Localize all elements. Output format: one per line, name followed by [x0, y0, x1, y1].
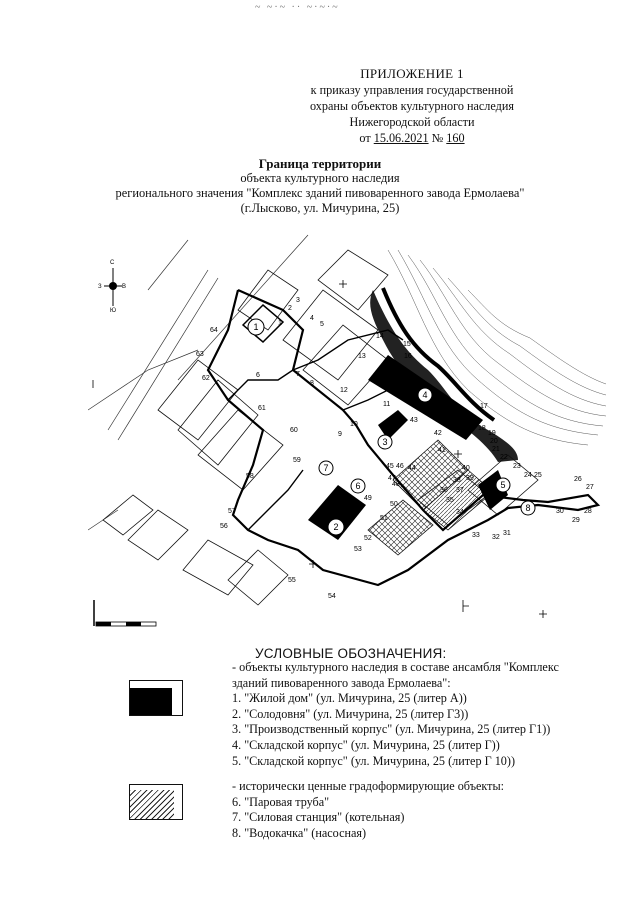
- svg-text:52: 52: [364, 535, 372, 542]
- svg-text:18: 18: [478, 425, 486, 432]
- svg-text:10: 10: [350, 421, 358, 428]
- svg-text:20: 20: [490, 438, 498, 445]
- legend-item-5: 5. "Складской корпус" (ул. Мичурина, 25 (литер Г 10)): [232, 753, 516, 768]
- svg-text:54: 54: [328, 593, 336, 600]
- svg-text:37: 37: [456, 487, 464, 494]
- order-date: 15.06.2021: [373, 131, 429, 145]
- title-bold: Граница территории: [258, 156, 382, 171]
- svg-text:16: 16: [404, 353, 412, 360]
- object-marker-3: [378, 435, 392, 449]
- top-scribble: ~ ~·~ ·· ~·~·~: [255, 2, 340, 13]
- legend-item-4: 4. "Складской корпус" (ул. Мичурина, 25 (литер Г)): [232, 737, 500, 752]
- svg-text:8: 8: [310, 380, 314, 387]
- legend-swatch-historic: [129, 784, 183, 820]
- compass-east: В: [122, 284, 127, 290]
- street-lines: [88, 235, 308, 530]
- svg-text:48: 48: [392, 481, 400, 488]
- compass-south: Ю: [110, 308, 117, 314]
- svg-text:61: 61: [258, 405, 266, 412]
- svg-text:30: 30: [556, 508, 564, 515]
- legend-intro-1: - объекты культурного наследия в составе ансамбля "Комплекс: [232, 660, 559, 674]
- legend-swatch-heritage: [129, 680, 183, 716]
- svg-text:9: 9: [338, 431, 342, 438]
- svg-text:44: 44: [408, 465, 416, 472]
- title-line-3: регионального значения "Комплекс зданий пивоваренного завода Ермолаева": [115, 186, 525, 200]
- svg-text:2: 2: [333, 522, 339, 532]
- legend-item-8: 8. "Водокачка" (насосная): [232, 825, 367, 840]
- svg-text:56: 56: [220, 523, 228, 530]
- compass-west: З: [98, 284, 102, 290]
- svg-text:32: 32: [492, 534, 500, 541]
- object-marker-7: [319, 461, 333, 475]
- legend-item-1: 1. "Жилой дом" (ул. Мичурина, 25 (литер А)): [232, 691, 467, 706]
- svg-text:12: 12: [340, 387, 348, 394]
- order-number: 160: [446, 131, 465, 145]
- svg-text:43: 43: [410, 417, 418, 424]
- svg-text:7: 7: [323, 463, 329, 473]
- svg-text:50: 50: [390, 501, 398, 508]
- contour-lines: [388, 250, 606, 445]
- legend-intro-2: зданий пивоваренного завода Ермолаева":: [232, 675, 451, 690]
- svg-text:4: 4: [422, 390, 428, 400]
- svg-text:40: 40: [462, 465, 470, 472]
- svg-text:64: 64: [210, 327, 218, 334]
- svg-text:13: 13: [358, 353, 366, 360]
- compass-icon: [98, 260, 126, 314]
- svg-text:7: 7: [296, 371, 300, 378]
- svg-text:5: 5: [320, 321, 324, 328]
- svg-text:59: 59: [293, 457, 301, 464]
- object-marker-4: [418, 388, 432, 402]
- svg-text:33: 33: [472, 532, 480, 539]
- svg-text:60: 60: [290, 427, 298, 434]
- svg-text:53: 53: [354, 546, 362, 553]
- svg-text:27: 27: [586, 484, 594, 491]
- title-line-4: (г.Лысково, ул. Мичурина, 25): [240, 201, 400, 215]
- object-marker-6: [351, 479, 365, 493]
- legend-item-6: 6. "Паровая труба": [232, 794, 330, 809]
- svg-text:29: 29: [572, 517, 580, 524]
- svg-text:49: 49: [364, 495, 372, 502]
- svg-text:6: 6: [256, 372, 260, 379]
- svg-text:11: 11: [383, 401, 391, 408]
- svg-text:26: 26: [574, 476, 582, 483]
- svg-text:45: 45: [386, 463, 394, 470]
- title-line-2: объекта культурного наследия: [240, 171, 400, 185]
- svg-text:15: 15: [403, 341, 411, 348]
- svg-text:55: 55: [288, 577, 296, 584]
- svg-text:38: 38: [453, 477, 461, 484]
- svg-text:23: 23: [513, 463, 521, 470]
- territory-map: [88, 230, 608, 630]
- svg-text:36: 36: [440, 487, 448, 494]
- svg-text:41: 41: [438, 447, 446, 454]
- svg-text:5: 5: [500, 480, 506, 490]
- svg-text:17: 17: [480, 403, 488, 410]
- svg-text:3: 3: [382, 437, 388, 447]
- appendix-line-1: к приказу управления государственной: [310, 83, 514, 97]
- svg-text:4: 4: [310, 315, 314, 322]
- svg-text:62: 62: [202, 375, 210, 382]
- compass-north: С: [110, 260, 115, 266]
- appendix-line-3: Нижегородской области: [349, 115, 475, 129]
- legend-title: УСЛОВНЫЕ ОБОЗНАЧЕНИЯ:: [255, 646, 447, 661]
- svg-text:2: 2: [288, 305, 292, 312]
- svg-text:31: 31: [503, 530, 511, 537]
- svg-text:51: 51: [380, 515, 388, 522]
- object-marker-2: [328, 519, 344, 535]
- object-marker-1: [248, 319, 264, 335]
- svg-text:28: 28: [584, 508, 592, 515]
- svg-text:35: 35: [446, 497, 454, 504]
- legend-group-2: [232, 779, 504, 841]
- document-title: [0, 156, 640, 216]
- legend-item-3: 3. "Производственный корпус" (ул. Мичурина, 25 (литер Г1)): [232, 722, 551, 737]
- legend-intro-3: - исторически ценные градоформирующие объекты:: [232, 779, 505, 793]
- svg-text:3: 3: [296, 297, 300, 304]
- secondary-boundaries: [228, 330, 408, 530]
- svg-text:63: 63: [196, 351, 204, 358]
- number-prefix: №: [431, 131, 444, 145]
- object-marker-8: [521, 501, 535, 515]
- svg-text:22: 22: [500, 454, 508, 461]
- legend-item-7: 7. "Силовая станция" (котельная): [232, 810, 405, 825]
- legend-group-1: [232, 660, 559, 769]
- svg-text:1: 1: [253, 322, 259, 332]
- appendix-line-2: охраны объектов культурного наследия: [310, 99, 514, 113]
- legend-item-2: 2. "Солодовня" (ул. Мичурина, 25 (литер Г3)): [232, 706, 469, 721]
- svg-text:21: 21: [492, 446, 500, 453]
- svg-text:58: 58: [246, 473, 254, 480]
- svg-text:24: 24: [524, 472, 532, 479]
- svg-text:42: 42: [434, 430, 442, 437]
- scale-bar: [94, 600, 156, 626]
- appendix-header: [262, 66, 562, 146]
- appendix-date-line: [262, 130, 562, 146]
- object-marker-5: [496, 478, 510, 492]
- svg-text:47: 47: [388, 475, 396, 482]
- date-prefix: от: [359, 131, 371, 145]
- svg-text:19: 19: [488, 430, 496, 437]
- svg-text:25: 25: [534, 472, 542, 479]
- svg-text:39: 39: [466, 475, 474, 482]
- svg-text:57: 57: [228, 508, 236, 515]
- svg-text:6: 6: [355, 481, 361, 491]
- svg-text:46: 46: [396, 463, 404, 470]
- svg-text:14: 14: [376, 333, 384, 340]
- svg-text:1: 1: [278, 320, 282, 327]
- svg-text:34: 34: [456, 509, 464, 516]
- svg-text:8: 8: [525, 503, 531, 513]
- appendix-title: ПРИЛОЖЕНИЕ 1: [360, 66, 464, 81]
